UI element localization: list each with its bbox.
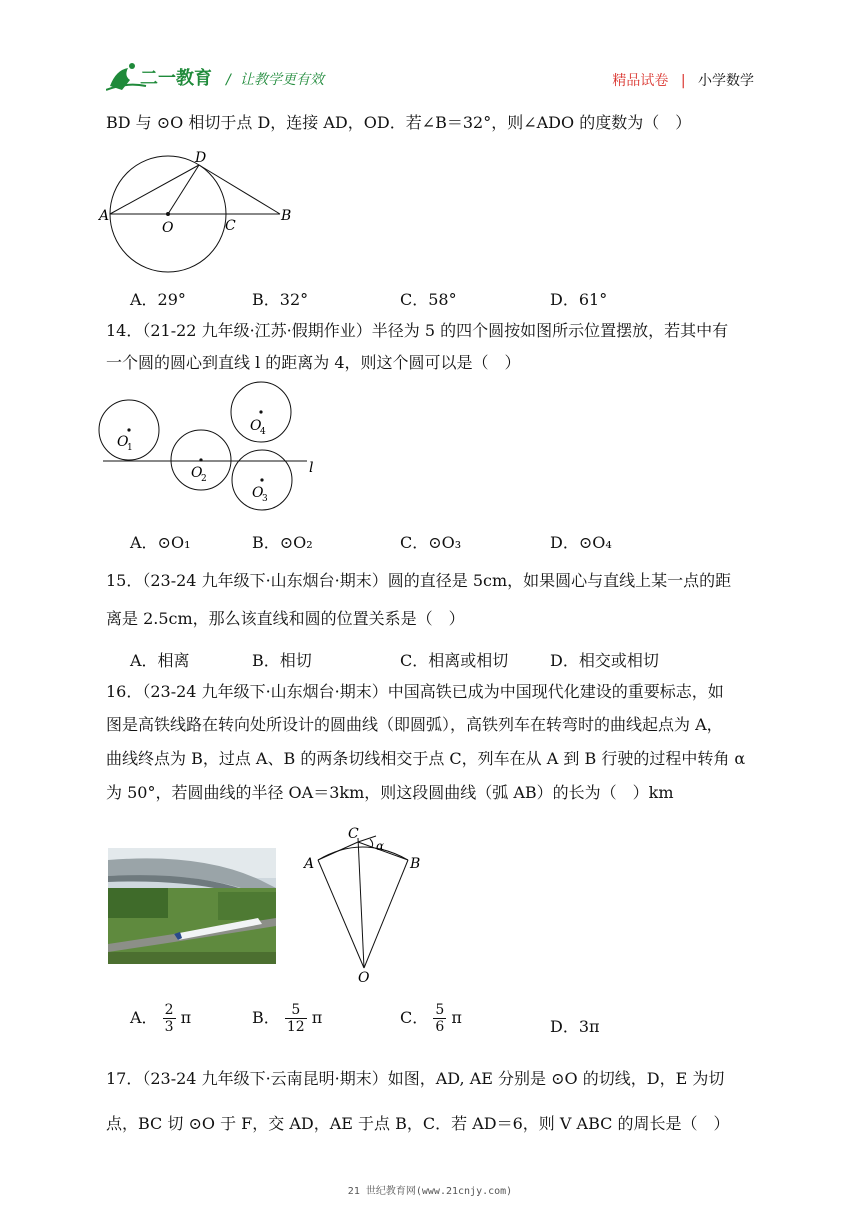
q15-option-a: A．相离 bbox=[130, 651, 190, 670]
q14-label-O2: O bbox=[191, 465, 203, 481]
q16-label-C: C bbox=[348, 826, 359, 842]
q13-option-c: C．58° bbox=[400, 290, 457, 309]
q16-line4: 为 50°，若圆曲线的半径 OA＝3km，则这段圆曲线（弧 AB）的长为（ ）km bbox=[106, 783, 674, 802]
tag-subject: 小学数学 bbox=[698, 73, 754, 89]
q16-label-alpha: α bbox=[376, 839, 385, 853]
svg-text:4: 4 bbox=[260, 427, 266, 437]
q13-label-D: D bbox=[195, 150, 207, 166]
q13-option-b: B．32° bbox=[252, 290, 309, 309]
q15-option-b: B．相切 bbox=[252, 651, 312, 670]
q16-line1: 16．（23-24 九年级下·山东烟台·期末）中国高铁已成为中国现代化建设的重要标志，如 bbox=[106, 682, 724, 701]
q16-line2: 图是高铁线路在转向处所设计的圆曲线（即圆弧），高铁列车在转弯时的曲线起点为 A， bbox=[106, 715, 723, 734]
q13-label-C: C bbox=[225, 218, 236, 234]
q15-line1: 15．（23-24 九年级下·山东烟台·期末）圆的直径是 5cm，如果圆心与直线上某一点的距 bbox=[106, 571, 732, 590]
q14-line2: 一个圆的圆心到直线 l 的距离为 4，则这个圆可以是（ ） bbox=[106, 353, 521, 372]
q14-option-d: D．⊙O₄ bbox=[550, 533, 612, 552]
svg-text:2: 2 bbox=[201, 474, 207, 484]
q13-stem: BD 与 ⊙O 相切于点 D，连接 AD，OD．若∠B＝32°，则∠ADO 的度数为（ ） bbox=[106, 113, 692, 132]
q14-option-a: A．⊙O₁ bbox=[130, 533, 191, 552]
q16-label-O: O bbox=[358, 970, 370, 982]
q17-line1: 17．（23-24 九年级下·云南昆明·期末）如图，AD, AE 分别是 ⊙O 的切线，D，E 为切 bbox=[106, 1069, 725, 1088]
slogan: 让教学更有效 bbox=[240, 72, 324, 88]
svg-text:1: 1 bbox=[127, 443, 133, 453]
logo-runner-icon bbox=[106, 60, 366, 96]
q16-option-b: B． $\frac{5}{12}$ π bbox=[252, 1002, 323, 1035]
q14-label-O3: O bbox=[252, 485, 264, 501]
fraction: $\frac{5}{6}$ bbox=[435, 1002, 445, 1035]
svg-text:/: / bbox=[226, 72, 231, 88]
q13-label-B: B bbox=[281, 208, 292, 224]
tag-premium: 精品试卷 bbox=[612, 73, 669, 89]
q13-label-A: A bbox=[99, 208, 110, 224]
q16-option-a: A． $\frac{2}{3}$ π bbox=[130, 1002, 192, 1035]
q16-option-c: C． $\frac{5}{6}$ π bbox=[400, 1002, 462, 1035]
q15-option-d: D．相交或相切 bbox=[550, 651, 659, 670]
q14-figure bbox=[95, 380, 335, 515]
q16-label-B: B bbox=[410, 856, 421, 872]
q14-label-O1: O bbox=[117, 434, 129, 450]
q13-option-a: A．29° bbox=[130, 290, 186, 309]
q16-option-d: D．3π bbox=[550, 1017, 600, 1036]
q13-figure bbox=[95, 146, 315, 276]
fraction: $\frac{5}{12}$ bbox=[286, 1002, 305, 1035]
svg-text:3: 3 bbox=[262, 494, 268, 504]
q14-option-b: B．⊙O₂ bbox=[252, 533, 313, 552]
q13-label-O: O bbox=[162, 220, 174, 236]
q14-option-c: C．⊙O₃ bbox=[400, 533, 462, 552]
q14-label-l: l bbox=[309, 460, 314, 476]
q16-label-A: A bbox=[304, 856, 315, 872]
footer: 21 世纪教育网(www.21cnjy.com) bbox=[347, 1186, 513, 1197]
logo-text: 二一教育 bbox=[140, 68, 212, 89]
q17-line2: 点，BC 切 ⊙O 于 F，交 AD，AE 于点 B，C．若 AD＝6，则 V ABC 的周长是（ ） bbox=[106, 1114, 730, 1133]
q14-line1: 14．（21-22 九年级·江苏·假期作业）半径为 5 的四个圆按如图所示位置摆放，若其中有 bbox=[106, 321, 729, 340]
fraction: $\frac{2}{3}$ bbox=[164, 1002, 174, 1035]
q15-line2: 离是 2.5cm，那么该直线和圆的位置关系是（ ） bbox=[106, 609, 465, 628]
q16-line3: 曲线终点为 B，过点 A、B 的两条切线相交于点 C，列车在从 A 到 B 行驶的过程中转角 α bbox=[106, 749, 746, 768]
header-logo bbox=[106, 60, 366, 100]
q15-option-c: C．相离或相切 bbox=[400, 651, 509, 670]
q14-label-O4: O bbox=[250, 418, 262, 434]
header-tags bbox=[612, 70, 754, 90]
high-speed-rail-photo bbox=[108, 848, 276, 964]
tag-divider: | bbox=[680, 73, 686, 89]
q16-figure bbox=[296, 820, 446, 982]
q13-option-d: D．61° bbox=[550, 290, 608, 309]
